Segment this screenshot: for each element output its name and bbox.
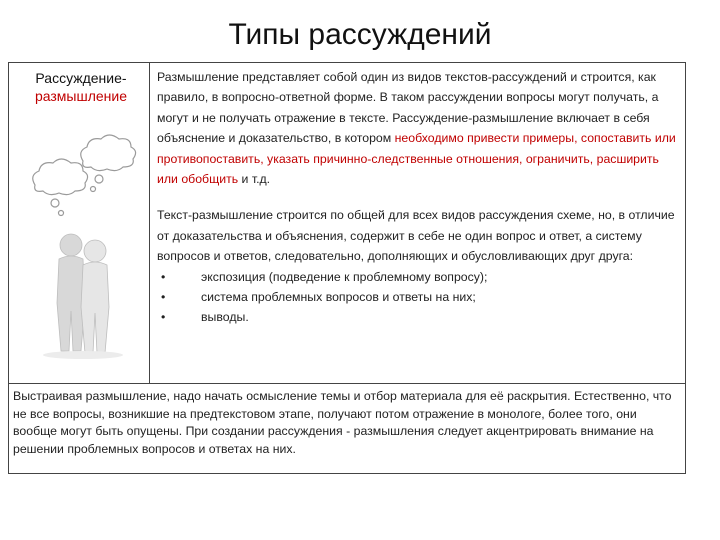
left-cell: [9, 63, 150, 383]
conclusion-text: Выстраивая размышление, надо начать осмысление темы и отбор материала для её раскрытия. Естественно, что не все вопросы, возникшие на предтекстовом этапе, получают потом отражение в монологе, более того, они вообще могут быть опущены. При создании рассуждения - размышления следует акцентрировать внимание на решении проблемных вопросов и ответах на них.: [13, 389, 672, 456]
list-item: • экспозиция (подведение к проблемному вопросу);: [157, 267, 679, 287]
content-table: [8, 62, 686, 474]
paragraph1-highlight: необходимо привести примеры, сопоставить или противопоставить, указать причинно-следственные отношения, ограничить, расширить или обобщить: [157, 131, 676, 187]
bullet-icon: •: [161, 269, 166, 284]
bullet-icon: •: [161, 310, 166, 325]
list-item: • система проблемных вопросов и ответы на них;: [157, 287, 679, 307]
type-label-line1: Рассуждение-: [35, 70, 127, 86]
type-label: [19, 69, 143, 105]
bullet-icon: •: [161, 290, 166, 305]
thinking-people-icon: [21, 123, 139, 361]
paragraph1-text: Размышление представляет собой один из видов текстов-рассуждений и строится, как правило, в вопросно-ответной форме. В таком рассуждении вопросы могут получать, а могут и не получать отражение в тексте. Рассуждение-размышление включает в себя объяснение и доказательство, в котором: [157, 70, 659, 146]
description-paragraph: [157, 67, 679, 189]
page-title: Типы рассуждений: [228, 18, 492, 51]
description-cell: [157, 67, 679, 328]
structure-paragraph: Текст-размышление строится по общей для всех видов рассуждения схеме, но, в отличие от доказательства и объяснения, содержит в себе не один вопрос и ответ, а систему вопросов и ответов, следовательно, дополняющих и обусловливающих друг друга:: [157, 208, 675, 264]
paragraph1-tail: и т.д.: [238, 172, 271, 187]
structure-list: [157, 267, 679, 328]
list-item: • выводы.: [157, 307, 679, 327]
type-label-line2: размышление: [34, 88, 128, 104]
bottom-row: [9, 383, 685, 473]
